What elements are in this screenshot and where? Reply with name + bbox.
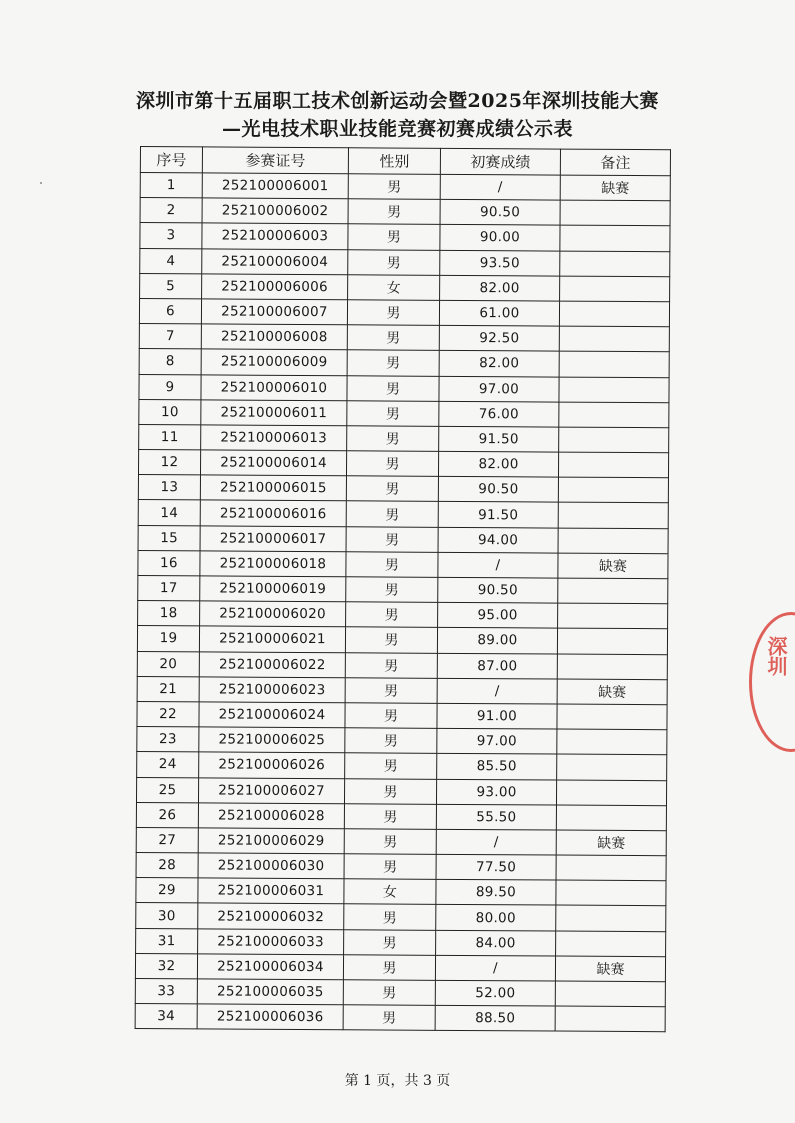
table-row — [136, 853, 666, 881]
cell-remark — [557, 654, 667, 680]
table-row — [140, 223, 670, 251]
cell-ticket-number: 252100006032 — [198, 903, 344, 929]
cell-ticket-number: 252100006013 — [201, 425, 347, 451]
cell-index: 12 — [138, 450, 200, 476]
cell-ticket-number: 252100006009 — [201, 349, 347, 375]
cell-remark — [559, 351, 669, 377]
cell-score: 89.50 — [436, 880, 556, 906]
cell-ticket-number: 252100006027 — [198, 777, 344, 803]
cell-ticket-number: 252100006021 — [199, 626, 345, 652]
table-header-row — [140, 147, 670, 176]
cell-ticket-number: 252100006007 — [201, 299, 347, 325]
cell-score: 89.00 — [437, 628, 557, 654]
cell-index: 22 — [137, 701, 199, 727]
cell-gender: 男 — [344, 778, 436, 804]
cell-gender: 男 — [344, 904, 436, 930]
cell-index: 20 — [137, 651, 199, 677]
cell-gender: 男 — [346, 602, 438, 628]
cell-gender: 男 — [344, 803, 436, 829]
cell-gender: 男 — [345, 652, 437, 678]
header-index: 序号 — [140, 147, 202, 173]
table-row — [136, 903, 666, 931]
cell-score: 82.00 — [440, 275, 560, 301]
cell-ticket-number: 252100006011 — [201, 400, 347, 426]
table-row — [135, 978, 665, 1006]
table-row — [138, 475, 668, 503]
cell-score: 91.50 — [439, 426, 559, 452]
cell-ticket-number: 252100006008 — [201, 324, 347, 350]
table-row — [139, 399, 669, 427]
cell-index: 13 — [138, 475, 200, 501]
table-row — [138, 500, 668, 528]
cell-gender: 男 — [346, 501, 438, 527]
cell-index: 19 — [137, 626, 199, 652]
cell-score: 55.50 — [436, 804, 556, 830]
cell-remark — [558, 452, 668, 478]
cell-index: 14 — [138, 500, 200, 526]
cell-index: 34 — [135, 1004, 197, 1030]
cell-index: 9 — [139, 374, 201, 400]
cell-score: 91.50 — [438, 502, 558, 528]
cell-gender: 男 — [344, 829, 436, 855]
cell-remark — [560, 276, 670, 302]
table-row — [138, 550, 668, 578]
table-row — [136, 802, 666, 830]
cell-gender: 男 — [345, 728, 437, 754]
cell-score: 82.00 — [439, 351, 559, 377]
cell-remark — [557, 754, 667, 780]
cell-remark — [556, 855, 666, 881]
cell-ticket-number: 252100006028 — [198, 803, 344, 829]
table-row — [139, 374, 669, 402]
cell-remark — [558, 502, 668, 528]
cell-gender: 男 — [347, 325, 439, 351]
table-row — [138, 575, 668, 603]
cell-remark — [557, 704, 667, 730]
table-row — [139, 298, 669, 326]
cell-gender: 男 — [347, 350, 439, 376]
table-row — [140, 273, 670, 301]
cell-remark — [560, 200, 670, 226]
cell-ticket-number: 252100006023 — [199, 677, 345, 703]
cell-remark — [559, 427, 669, 453]
table-row — [138, 601, 668, 629]
table-row — [137, 676, 667, 704]
cell-ticket-number: 252100006029 — [198, 828, 344, 854]
header-score: 初赛成绩 — [440, 148, 560, 175]
cell-gender: 男 — [346, 476, 438, 502]
cell-ticket-number: 252100006001 — [202, 173, 348, 199]
cell-remark — [560, 251, 670, 277]
header-gender: 性别 — [348, 148, 440, 175]
cell-index: 30 — [136, 903, 198, 929]
cell-score: 61.00 — [439, 300, 559, 326]
cell-index: 10 — [139, 399, 201, 425]
cell-score: 97.00 — [439, 376, 559, 402]
cell-gender: 男 — [348, 174, 440, 200]
cell-index: 8 — [139, 349, 201, 375]
cell-gender: 男 — [345, 753, 437, 779]
cell-gender: 男 — [348, 224, 440, 250]
cell-index: 29 — [136, 878, 198, 904]
cell-remark — [556, 931, 666, 957]
cell-index: 28 — [136, 853, 198, 879]
official-seal-text: 深圳 — [764, 636, 788, 676]
cell-ticket-number: 252100006014 — [200, 450, 346, 476]
cell-score: / — [436, 829, 556, 855]
cell-remark — [555, 1006, 665, 1032]
table-row — [140, 248, 670, 276]
cell-remark — [557, 729, 667, 755]
table-row — [138, 525, 668, 553]
cell-remark — [559, 377, 669, 403]
cell-index: 25 — [136, 777, 198, 803]
score-table-body — [135, 173, 670, 1033]
cell-gender: 男 — [347, 375, 439, 401]
table-row — [136, 777, 666, 805]
cell-ticket-number: 252100006018 — [200, 551, 346, 577]
cell-score: 80.00 — [436, 905, 556, 931]
table-row — [138, 450, 668, 478]
cell-score: 52.00 — [435, 980, 555, 1006]
cell-gender: 男 — [346, 577, 438, 603]
cell-gender: 男 — [344, 854, 436, 880]
cell-index: 18 — [138, 601, 200, 627]
cell-index: 15 — [138, 525, 200, 551]
cell-remark — [556, 780, 666, 806]
cell-gender: 男 — [348, 249, 440, 275]
cell-index: 3 — [140, 223, 202, 249]
table-row — [139, 349, 669, 377]
cell-gender: 男 — [346, 526, 438, 552]
cell-remark: 缺赛 — [556, 830, 666, 856]
cell-index: 4 — [140, 248, 202, 274]
cell-index: 26 — [136, 802, 198, 828]
cell-remark — [558, 477, 668, 503]
cell-remark — [556, 905, 666, 931]
cell-remark — [558, 528, 668, 554]
cell-score: 90.00 — [440, 225, 560, 251]
table-row — [136, 827, 666, 855]
cell-index: 2 — [140, 198, 202, 224]
cell-remark — [557, 628, 667, 654]
cell-remark — [558, 603, 668, 629]
cell-ticket-number: 252100006024 — [199, 702, 345, 728]
table-row — [135, 953, 665, 981]
page-footer: 第 1 页，共 3 页 — [344, 1073, 451, 1089]
page-title: 深圳市第十五届职工技术创新运动会暨2025年深圳技能大赛 — [136, 90, 659, 112]
cell-index: 23 — [137, 727, 199, 753]
cell-remark: 缺赛 — [560, 175, 670, 201]
cell-ticket-number: 252100006015 — [200, 475, 346, 501]
table-row — [140, 173, 670, 201]
cell-gender: 男 — [347, 300, 439, 326]
cell-score: 95.00 — [438, 603, 558, 629]
cell-ticket-number: 252100006004 — [202, 248, 348, 274]
cell-gender: 男 — [348, 199, 440, 225]
table-row — [136, 928, 666, 956]
cell-index: 17 — [138, 575, 200, 601]
table-row — [137, 727, 667, 755]
cell-remark — [559, 301, 669, 327]
cell-score: 90.50 — [438, 477, 558, 503]
cell-score: 84.00 — [436, 930, 556, 956]
cell-ticket-number: 252100006003 — [202, 223, 348, 249]
header-remark: 备注 — [560, 149, 670, 176]
cell-score: 93.50 — [440, 250, 560, 276]
cell-gender: 男 — [345, 703, 437, 729]
cell-ticket-number: 252100006022 — [199, 651, 345, 677]
cell-ticket-number: 252100006030 — [198, 853, 344, 879]
table-row — [137, 651, 667, 679]
cell-gender: 女 — [344, 879, 436, 905]
cell-gender: 女 — [348, 275, 440, 301]
cell-score: / — [435, 955, 555, 981]
cell-score: 88.50 — [435, 1006, 555, 1032]
cell-ticket-number: 252100006036 — [197, 1004, 343, 1030]
cell-ticket-number: 252100006017 — [200, 525, 346, 551]
cell-ticket-number: 252100006006 — [202, 274, 348, 300]
cell-gender: 男 — [343, 1005, 435, 1031]
cell-score: 82.00 — [438, 451, 558, 477]
table-row — [139, 324, 669, 352]
cell-ticket-number: 252100006019 — [200, 576, 346, 602]
cell-score: 76.00 — [439, 401, 559, 427]
table-row — [136, 878, 666, 906]
cell-index: 6 — [139, 298, 201, 324]
table-row — [139, 424, 669, 452]
cell-score: / — [438, 552, 558, 578]
cell-ticket-number: 252100006010 — [201, 374, 347, 400]
cell-score: 94.00 — [438, 527, 558, 553]
cell-gender: 男 — [343, 955, 435, 981]
scan-speck — [40, 182, 42, 184]
cell-score: 97.00 — [437, 728, 557, 754]
cell-index: 11 — [139, 424, 201, 450]
table-row — [137, 701, 667, 729]
cell-gender: 男 — [346, 552, 438, 578]
cell-score: 77.50 — [436, 854, 556, 880]
cell-remark: 缺赛 — [557, 679, 667, 705]
cell-gender: 男 — [343, 980, 435, 1006]
table-row — [137, 626, 667, 654]
cell-ticket-number: 252100006034 — [197, 954, 343, 980]
official-seal — [749, 612, 795, 752]
cell-gender: 男 — [347, 426, 439, 452]
cell-score: 85.50 — [437, 754, 557, 780]
cell-score: / — [440, 174, 560, 200]
cell-remark — [556, 805, 666, 831]
cell-score: 91.00 — [437, 703, 557, 729]
cell-index: 7 — [139, 324, 201, 350]
cell-remark — [559, 402, 669, 428]
cell-remark — [558, 578, 668, 604]
cell-remark — [555, 981, 665, 1007]
cell-remark — [559, 326, 669, 352]
cell-index: 21 — [137, 676, 199, 702]
cell-gender: 男 — [346, 451, 438, 477]
cell-gender: 男 — [345, 627, 437, 653]
cell-remark: 缺赛 — [558, 553, 668, 579]
cell-score: / — [437, 678, 557, 704]
cell-ticket-number: 252100006031 — [198, 878, 344, 904]
cell-remark — [560, 225, 670, 251]
page-subtitle: —光电技术职业技能竞赛初赛成绩公示表 — [221, 118, 573, 140]
cell-ticket-number: 252100006025 — [199, 727, 345, 753]
cell-index: 5 — [140, 273, 202, 299]
cell-index: 16 — [138, 550, 200, 576]
cell-remark — [556, 880, 666, 906]
cell-ticket-number: 252100006002 — [202, 198, 348, 224]
table-row — [135, 1004, 665, 1032]
cell-score: 90.50 — [440, 200, 560, 226]
cell-ticket-number: 252100006033 — [198, 928, 344, 954]
header-ticket-number: 参赛证号 — [202, 147, 348, 174]
cell-score: 92.50 — [439, 325, 559, 351]
cell-index: 24 — [137, 752, 199, 778]
cell-index: 33 — [135, 978, 197, 1004]
score-table — [135, 146, 671, 1033]
cell-index: 31 — [136, 928, 198, 954]
cell-gender: 男 — [345, 678, 437, 704]
cell-gender: 男 — [347, 400, 439, 426]
cell-score: 93.00 — [436, 779, 556, 805]
cell-score: 90.50 — [438, 577, 558, 603]
cell-index: 27 — [136, 827, 198, 853]
cell-ticket-number: 252100006035 — [197, 979, 343, 1005]
cell-remark: 缺赛 — [555, 956, 665, 982]
cell-ticket-number: 252100006020 — [200, 601, 346, 627]
cell-score: 87.00 — [437, 653, 557, 679]
cell-index: 1 — [140, 173, 202, 199]
cell-ticket-number: 252100006026 — [199, 752, 345, 778]
cell-gender: 男 — [344, 929, 436, 955]
cell-ticket-number: 252100006016 — [200, 500, 346, 526]
cell-index: 32 — [135, 953, 197, 979]
table-row — [137, 752, 667, 780]
table-row — [140, 198, 670, 226]
